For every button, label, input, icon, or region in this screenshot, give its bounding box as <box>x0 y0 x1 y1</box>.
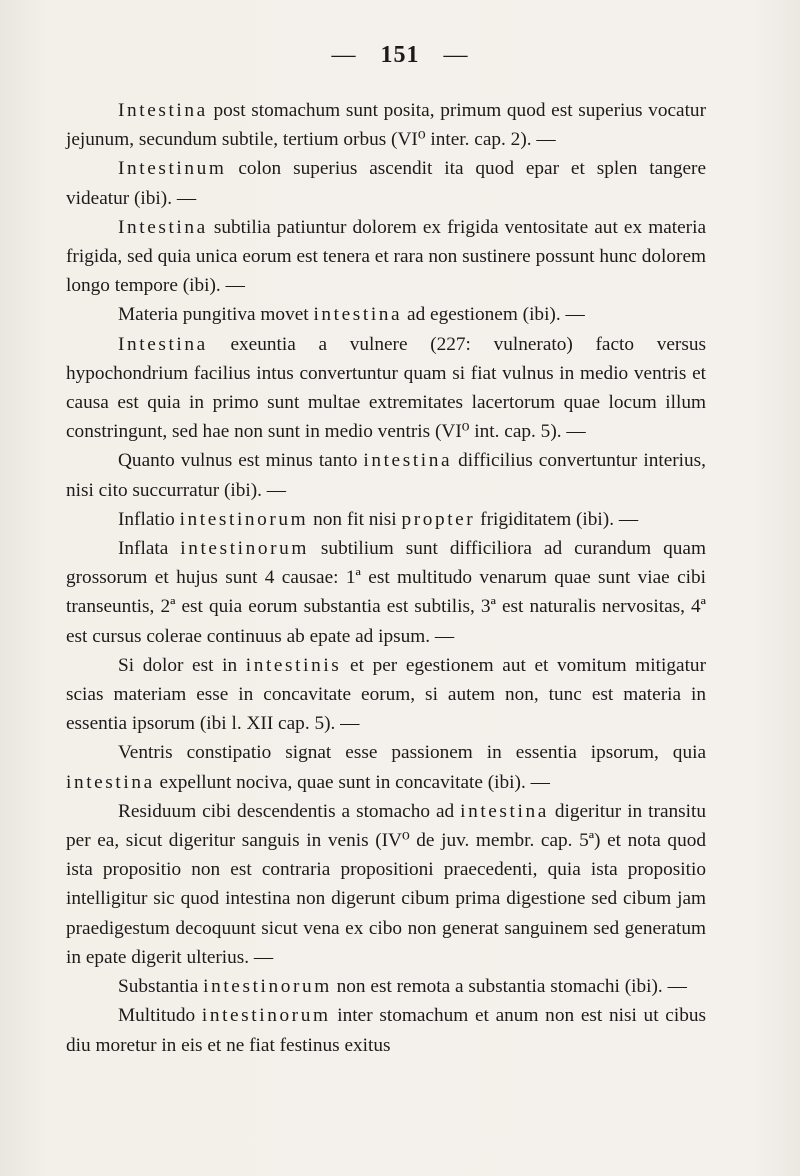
text-segment: Inflatio <box>118 508 180 530</box>
spaced-term: Intestina <box>118 216 208 238</box>
text-segment: expellunt nociva, quae sunt in concavitate (ibi). — <box>154 771 550 793</box>
paragraph <box>66 154 706 212</box>
spaced-term: intestina <box>66 771 155 793</box>
paragraph <box>66 738 706 796</box>
text-segment: Residuum cibi descendentis a stomacho ad <box>118 800 461 822</box>
paragraph <box>66 505 706 534</box>
text-segment: inter stomachum et anum non est nisi ut cibus diu moretur in eis et ne fiat festinus exitus <box>66 1005 706 1056</box>
paragraph <box>66 96 706 154</box>
text-segment: Quanto vulnus est minus tanto <box>118 450 364 472</box>
paragraph <box>66 330 706 447</box>
spaced-term: intestinorum <box>180 538 309 560</box>
paragraph <box>66 1001 706 1059</box>
text-segment: non fit nisi <box>308 508 402 530</box>
text-segment: subtilia patiuntur dolorem ex frigida ventositate aut ex materia frigida, sed quia unica eorum est tenera et rara non sustinere possunt hunc dolorem longo tempore (ibi). — <box>66 216 706 297</box>
text-segment: difficilius convertuntur interius, nisi cito succurratur (ibi). — <box>66 450 706 501</box>
text-segment: Materia pungitiva movet <box>118 304 314 326</box>
text-segment: subtilium sunt difficiliora ad curandum quam grossorum et hujus sunt 4 causae: 1ª est multitudo venarum quae sunt viae cibi transeuntis, 2ª est quia eorum substantia est subtilis, 3ª est naturalis nervositas, 4ª est cursus colerae continuus ab epate ad ipsum. — <box>66 538 706 647</box>
spaced-term: Intestinum <box>118 158 227 180</box>
paragraph <box>66 651 706 739</box>
paragraph <box>66 446 706 504</box>
dash-left: — <box>331 42 357 68</box>
body-text <box>66 96 706 1060</box>
text-segment: non est remota a substantia stomachi (ibi). — <box>331 976 687 998</box>
text-segment: frigiditatem (ibi). — <box>475 508 639 530</box>
paragraph <box>66 972 706 1001</box>
text-segment: Substantia <box>118 976 204 998</box>
text-segment: et per egestionem aut et vomitum mitigatur scias materiam esse in concavitate eorum, si autem non, tunc est materia in essentia ipsorum (ibi l. XII cap. 5). — <box>66 654 706 735</box>
text-segment: Inflata <box>118 538 181 560</box>
spaced-term: intestinorum <box>203 976 332 998</box>
spaced-term: intestina <box>313 304 403 326</box>
paragraph <box>66 797 706 972</box>
spaced-term: Intestina <box>118 100 208 121</box>
text-segment: exeuntia a vulnere (227: vulnerato) facto versus hypochondrium facilius intus convertuntur quam si fiat vulnus in medio ventris et causa est quia in primo sunt multae extremitates lacertorum quae locum illum constringunt, sed hae non sunt in medio ventris (VI⁰ int. cap. 5). — <box>66 333 706 443</box>
text-segment: colon superius ascendit ita quod epar et splen tangere videatur (ibi). — <box>66 158 706 209</box>
spaced-term: intestina <box>363 450 453 472</box>
text-segment: Multitudo <box>118 1005 202 1027</box>
spaced-term: Intestina <box>118 333 208 355</box>
spaced-term: intestinorum <box>201 1005 331 1027</box>
spaced-term: propter <box>401 508 476 530</box>
spaced-term: intestinis <box>245 654 342 676</box>
spaced-term: intestinorum <box>179 508 309 530</box>
text-segment: Si dolor est in <box>118 654 246 676</box>
text-segment: Ventris constipatio signat esse passionem in essentia ipsorum, quia <box>118 742 706 764</box>
spaced-term: intestina <box>460 800 549 822</box>
text-segment: digeritur in transitu per ea, sicut digeritur sanguis in venis (IV⁰ de juv. membr. cap. 5ª) et nota quod ista propositio non est contraria propositioni praecedenti, quia ista propositio intelligitur sic quod intestina non digerunt cibum prima digestione sed cibum jam praedigestum decoquunt sicut vena ex cibo non generat sanguinem sed generatum in epate digerit ulterius. — <box>66 800 707 968</box>
paragraph <box>66 300 706 329</box>
text-segment: post stomachum sunt posita, primum quod est superius vocatur jejunum, secundum subtile, tertium orbus (VI⁰ inter. cap. 2). — <box>66 100 706 151</box>
text-segment: ad egestionem (ibi). — <box>402 304 585 326</box>
paragraph <box>66 534 706 651</box>
dash-right: — <box>443 42 469 68</box>
page-number: 151 <box>380 42 420 68</box>
paragraph <box>66 213 706 301</box>
page-header <box>0 42 800 69</box>
